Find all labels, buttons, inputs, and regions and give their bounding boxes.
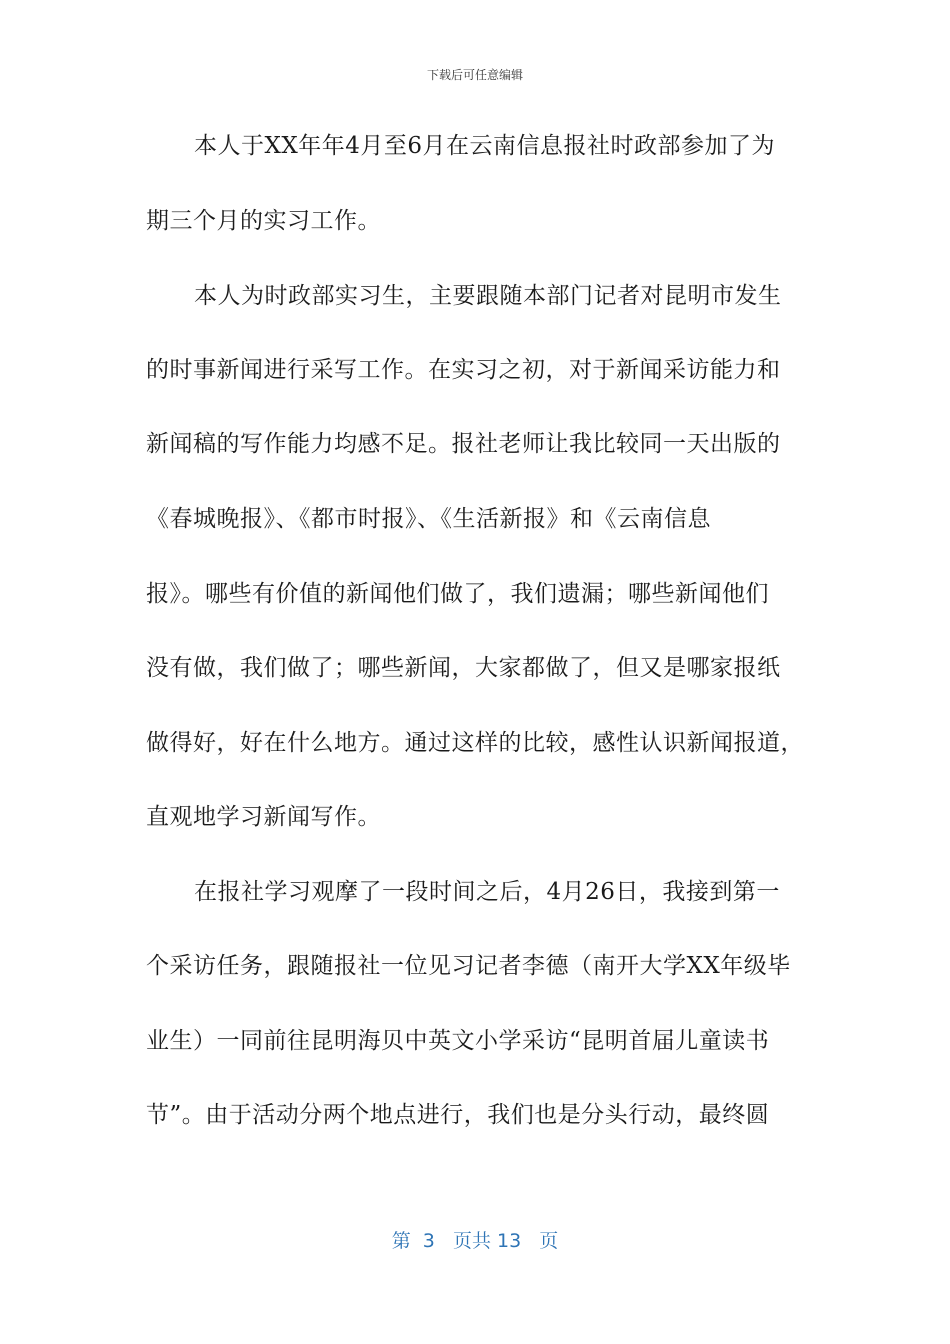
paragraph-line: 直观地学习新闻写作。 (146, 804, 381, 830)
paragraph-line: 节”。由于活动分两个地点进行，我们也是分头行动，最终圆 (146, 1102, 770, 1128)
paragraph-line: 期三个月的实习工作。 (146, 208, 381, 234)
paragraph-line: 《春城晚报》、《都市时报》、《生活新报》和《云南信息 (146, 506, 711, 532)
paragraph-line: 业生）一同前往昆明海贝中英文小学采访“昆明首届儿童读书 (146, 1028, 770, 1054)
page-number-footer: 第 3 页共 13 页 (391, 1230, 559, 1252)
paragraph-line: 本人为时政部实习生，主要跟随本部门记者对昆明市发生 (194, 283, 782, 309)
page-header: 下载后可任意编辑 (426, 68, 523, 82)
paragraph-line: 在报社学习观摩了一段时间之后，4月26日，我接到第一 (194, 879, 780, 905)
paragraph-line: 新闻稿的写作能力均感不足。报社老师让我比较同一天出版的 (146, 431, 781, 457)
paragraph-line: 本人于XX年年4月至6月在云南信息报社时政部参加了为 (194, 133, 776, 159)
paragraph-line: 的时事新闻进行采写工作。在实习之初，对于新闻采访能力和 (146, 357, 781, 383)
paragraph-line: 个采访任务，跟随报社一位见习记者李德（南开大学XX年级毕 (146, 953, 791, 979)
paragraph-line: 做得好，好在什么地方。通过这样的比较，感性认识新闻报道， (146, 730, 804, 756)
paragraph-line: 报》。哪些有价值的新闻他们做了，我们遗漏；哪些新闻他们 (146, 581, 769, 607)
paragraph-line: 没有做，我们做了；哪些新闻，大家都做了，但又是哪家报纸 (146, 655, 781, 681)
